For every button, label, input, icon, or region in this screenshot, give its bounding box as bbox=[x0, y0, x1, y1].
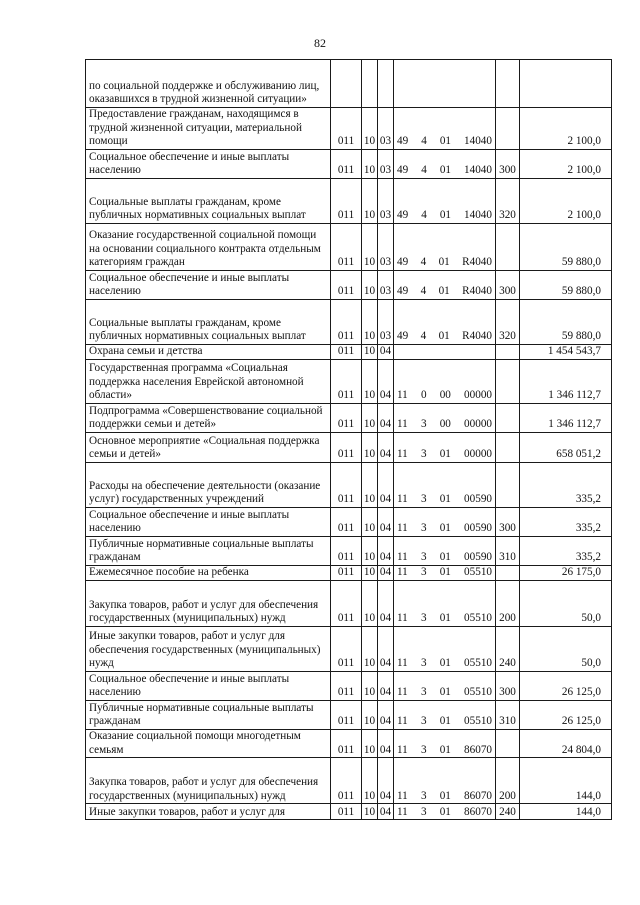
section-code bbox=[362, 60, 378, 108]
section-code: 10 bbox=[362, 108, 378, 150]
table-row bbox=[86, 701, 612, 730]
amount: 2 100,0 bbox=[520, 179, 612, 224]
expense-type-code: 310 bbox=[496, 701, 520, 730]
amount: 59 880,0 bbox=[520, 271, 612, 300]
subsection-code: 03 bbox=[378, 150, 394, 179]
amount: 335,2 bbox=[520, 508, 612, 537]
expense-type-code bbox=[496, 463, 520, 508]
ministry-code: 011 bbox=[331, 150, 362, 179]
table-row bbox=[86, 804, 612, 820]
amount: 24 804,0 bbox=[520, 730, 612, 758]
row-name: Предоставление гражданам, находящимся в трудной жизненной ситуации, материальной помощи bbox=[86, 108, 331, 150]
expense-type-code bbox=[496, 108, 520, 150]
row-name: Оказание социальной помощи многодетным семьям bbox=[86, 730, 331, 758]
expense-type-code: 200 bbox=[496, 758, 520, 804]
ministry-code: 011 bbox=[331, 360, 362, 404]
target-article-code: 11 3 01 00000 bbox=[394, 433, 496, 463]
target-article-code: 11 3 01 00590 bbox=[394, 537, 496, 566]
row-name: Социальные выплаты гражданам, кроме публичных нормативных социальных выплат bbox=[86, 300, 331, 345]
row-name: Расходы на обеспечение деятельности (оказание услуг) государственных учреждений bbox=[86, 463, 331, 508]
amount: 50,0 bbox=[520, 627, 612, 672]
ministry-code: 011 bbox=[331, 404, 362, 433]
section-code: 10 bbox=[362, 300, 378, 345]
expense-type-code bbox=[496, 60, 520, 108]
table-row bbox=[86, 758, 612, 804]
subsection-code: 04 bbox=[378, 581, 394, 627]
row-name: Социальное обеспечение и иные выплаты населению bbox=[86, 150, 331, 179]
table-row bbox=[86, 224, 612, 271]
section-code: 10 bbox=[362, 360, 378, 404]
expense-type-code: 240 bbox=[496, 627, 520, 672]
subsection-code: 04 bbox=[378, 672, 394, 701]
target-article-code: 11 3 01 00590 bbox=[394, 508, 496, 537]
table-row bbox=[86, 271, 612, 300]
expense-type-code: 320 bbox=[496, 300, 520, 345]
amount: 144,0 bbox=[520, 804, 612, 820]
subsection-code: 04 bbox=[378, 404, 394, 433]
ministry-code: 011 bbox=[331, 566, 362, 581]
row-name: Ежемесячное пособие на ребенка bbox=[86, 566, 331, 581]
section-code: 10 bbox=[362, 537, 378, 566]
expense-type-code: 300 bbox=[496, 271, 520, 300]
table-row bbox=[86, 672, 612, 701]
subsection-code: 04 bbox=[378, 627, 394, 672]
table-body bbox=[86, 60, 612, 820]
subsection-code: 04 bbox=[378, 730, 394, 758]
amount: 2 100,0 bbox=[520, 150, 612, 179]
ministry-code: 011 bbox=[331, 804, 362, 820]
expense-type-code bbox=[496, 360, 520, 404]
target-article-code: 49 4 01 R4040 bbox=[394, 224, 496, 271]
ministry-code: 011 bbox=[331, 463, 362, 508]
expense-type-code: 300 bbox=[496, 150, 520, 179]
page-number: 82 bbox=[314, 36, 326, 50]
amount: 144,0 bbox=[520, 758, 612, 804]
row-name: Социальные выплаты гражданам, кроме публичных нормативных социальных выплат bbox=[86, 179, 331, 224]
table-row bbox=[86, 508, 612, 537]
ministry-code: 011 bbox=[331, 758, 362, 804]
ministry-code: 011 bbox=[331, 433, 362, 463]
target-article-code: 11 3 01 05510 bbox=[394, 581, 496, 627]
amount: 2 100,0 bbox=[520, 108, 612, 150]
ministry-code bbox=[331, 60, 362, 108]
target-article-code: 49 4 01 R4040 bbox=[394, 300, 496, 345]
expense-type-code: 310 bbox=[496, 537, 520, 566]
row-name: Иные закупки товаров, работ и услуг для обеспечения государственных (муниципальных) нужд bbox=[86, 627, 331, 672]
row-name: Иные закупки товаров, работ и услуг для bbox=[86, 804, 331, 820]
row-name: Публичные нормативные социальные выплаты гражданам bbox=[86, 537, 331, 566]
row-name: по социальной поддержке и обслуживанию лиц, оказавшихся в трудной жизненной ситуации» bbox=[86, 60, 331, 108]
amount: 26 125,0 bbox=[520, 701, 612, 730]
amount: 26 125,0 bbox=[520, 672, 612, 701]
amount: 59 880,0 bbox=[520, 300, 612, 345]
expense-type-code: 300 bbox=[496, 508, 520, 537]
ministry-code: 011 bbox=[331, 627, 362, 672]
section-code: 10 bbox=[362, 566, 378, 581]
target-article-code: 49 4 01 14040 bbox=[394, 108, 496, 150]
subsection-code: 04 bbox=[378, 537, 394, 566]
table-row bbox=[86, 404, 612, 433]
section-code: 10 bbox=[362, 271, 378, 300]
amount: 1 454 543,7 bbox=[520, 345, 612, 360]
subsection-code: 04 bbox=[378, 463, 394, 508]
amount: 335,2 bbox=[520, 537, 612, 566]
target-article-code: 11 3 00 00000 bbox=[394, 404, 496, 433]
ministry-code: 011 bbox=[331, 271, 362, 300]
section-code: 10 bbox=[362, 804, 378, 820]
ministry-code: 011 bbox=[331, 300, 362, 345]
amount: 1 346 112,7 bbox=[520, 360, 612, 404]
amount: 1 346 112,7 bbox=[520, 404, 612, 433]
row-name: Закупка товаров, работ и услуг для обеспечения государственных (муниципальных) нужд bbox=[86, 581, 331, 627]
row-name: Основное мероприятие «Социальная поддержка семьи и детей» bbox=[86, 433, 331, 463]
section-code: 10 bbox=[362, 433, 378, 463]
budget-table bbox=[85, 59, 612, 820]
amount: 335,2 bbox=[520, 463, 612, 508]
section-code: 10 bbox=[362, 758, 378, 804]
subsection-code: 03 bbox=[378, 179, 394, 224]
row-name: Закупка товаров, работ и услуг для обеспечения государственных (муниципальных) нужд bbox=[86, 758, 331, 804]
subsection-code: 03 bbox=[378, 300, 394, 345]
table-row bbox=[86, 730, 612, 758]
table-row bbox=[86, 433, 612, 463]
amount: 658 051,2 bbox=[520, 433, 612, 463]
subsection-code: 04 bbox=[378, 758, 394, 804]
section-code: 10 bbox=[362, 150, 378, 179]
subsection-code: 04 bbox=[378, 508, 394, 537]
table-row bbox=[86, 179, 612, 224]
expense-type-code: 320 bbox=[496, 179, 520, 224]
amount bbox=[520, 60, 612, 108]
subsection-code: 04 bbox=[378, 566, 394, 581]
table-row bbox=[86, 463, 612, 508]
row-name: Охрана семьи и детства bbox=[86, 345, 331, 360]
ministry-code: 011 bbox=[331, 108, 362, 150]
amount: 26 175,0 bbox=[520, 566, 612, 581]
row-name: Оказание государственной социальной помощи на основании социального контракта отдельным категориям граждан bbox=[86, 224, 331, 271]
section-code: 10 bbox=[362, 672, 378, 701]
ministry-code: 011 bbox=[331, 508, 362, 537]
section-code: 10 bbox=[362, 730, 378, 758]
expense-type-code bbox=[496, 224, 520, 271]
target-article-code: 11 3 01 86070 bbox=[394, 758, 496, 804]
section-code: 10 bbox=[362, 224, 378, 271]
ministry-code: 011 bbox=[331, 581, 362, 627]
table-row bbox=[86, 360, 612, 404]
target-article-code bbox=[394, 345, 496, 360]
expense-type-code bbox=[496, 433, 520, 463]
section-code: 10 bbox=[362, 345, 378, 360]
table-row bbox=[86, 108, 612, 150]
target-article-code: 11 3 01 86070 bbox=[394, 804, 496, 820]
target-article-code: 49 4 01 14040 bbox=[394, 150, 496, 179]
ministry-code: 011 bbox=[331, 224, 362, 271]
section-code: 10 bbox=[362, 508, 378, 537]
row-name: Публичные нормативные социальные выплаты гражданам bbox=[86, 701, 331, 730]
amount: 59 880,0 bbox=[520, 224, 612, 271]
target-article-code: 11 3 01 00590 bbox=[394, 463, 496, 508]
subsection-code: 04 bbox=[378, 804, 394, 820]
row-name: Государственная программа «Социальная поддержка населения Еврейской автономной области» bbox=[86, 360, 331, 404]
amount: 50,0 bbox=[520, 581, 612, 627]
expense-type-code: 240 bbox=[496, 804, 520, 820]
table-row bbox=[86, 581, 612, 627]
row-name: Социальное обеспечение и иные выплаты населению bbox=[86, 271, 331, 300]
target-article-code: 11 3 01 86070 bbox=[394, 730, 496, 758]
target-article-code: 11 3 01 05510 bbox=[394, 566, 496, 581]
target-article-code: 49 4 01 R4040 bbox=[394, 271, 496, 300]
target-article-code: 49 4 01 14040 bbox=[394, 179, 496, 224]
table-row bbox=[86, 60, 612, 108]
table-row bbox=[86, 566, 612, 581]
row-name: Социальное обеспечение и иные выплаты населению bbox=[86, 508, 331, 537]
subsection-code: 03 bbox=[378, 224, 394, 271]
subsection-code bbox=[378, 60, 394, 108]
section-code: 10 bbox=[362, 404, 378, 433]
section-code: 10 bbox=[362, 627, 378, 672]
expense-type-code bbox=[496, 730, 520, 758]
subsection-code: 04 bbox=[378, 433, 394, 463]
expense-type-code bbox=[496, 566, 520, 581]
section-code: 10 bbox=[362, 463, 378, 508]
subsection-code: 03 bbox=[378, 108, 394, 150]
ministry-code: 011 bbox=[331, 537, 362, 566]
target-article-code: 11 3 01 05510 bbox=[394, 672, 496, 701]
expense-type-code: 300 bbox=[496, 672, 520, 701]
expense-type-code bbox=[496, 404, 520, 433]
section-code: 10 bbox=[362, 581, 378, 627]
table-row bbox=[86, 150, 612, 179]
subsection-code: 04 bbox=[378, 360, 394, 404]
expense-type-code bbox=[496, 345, 520, 360]
table-row bbox=[86, 345, 612, 360]
target-article-code: 11 3 01 05510 bbox=[394, 701, 496, 730]
table-row bbox=[86, 300, 612, 345]
section-code: 10 bbox=[362, 179, 378, 224]
ministry-code: 011 bbox=[331, 179, 362, 224]
expense-type-code: 200 bbox=[496, 581, 520, 627]
row-name: Подпрограмма «Совершенствование социальной поддержки семьи и детей» bbox=[86, 404, 331, 433]
ministry-code: 011 bbox=[331, 701, 362, 730]
ministry-code: 011 bbox=[331, 730, 362, 758]
row-name: Социальное обеспечение и иные выплаты населению bbox=[86, 672, 331, 701]
subsection-code: 04 bbox=[378, 345, 394, 360]
target-article-code: 11 3 01 05510 bbox=[394, 627, 496, 672]
target-article-code bbox=[394, 60, 496, 108]
table-row bbox=[86, 537, 612, 566]
subsection-code: 04 bbox=[378, 701, 394, 730]
subsection-code: 03 bbox=[378, 271, 394, 300]
section-code: 10 bbox=[362, 701, 378, 730]
ministry-code: 011 bbox=[331, 672, 362, 701]
table-row bbox=[86, 627, 612, 672]
ministry-code: 011 bbox=[331, 345, 362, 360]
target-article-code: 11 0 00 00000 bbox=[394, 360, 496, 404]
